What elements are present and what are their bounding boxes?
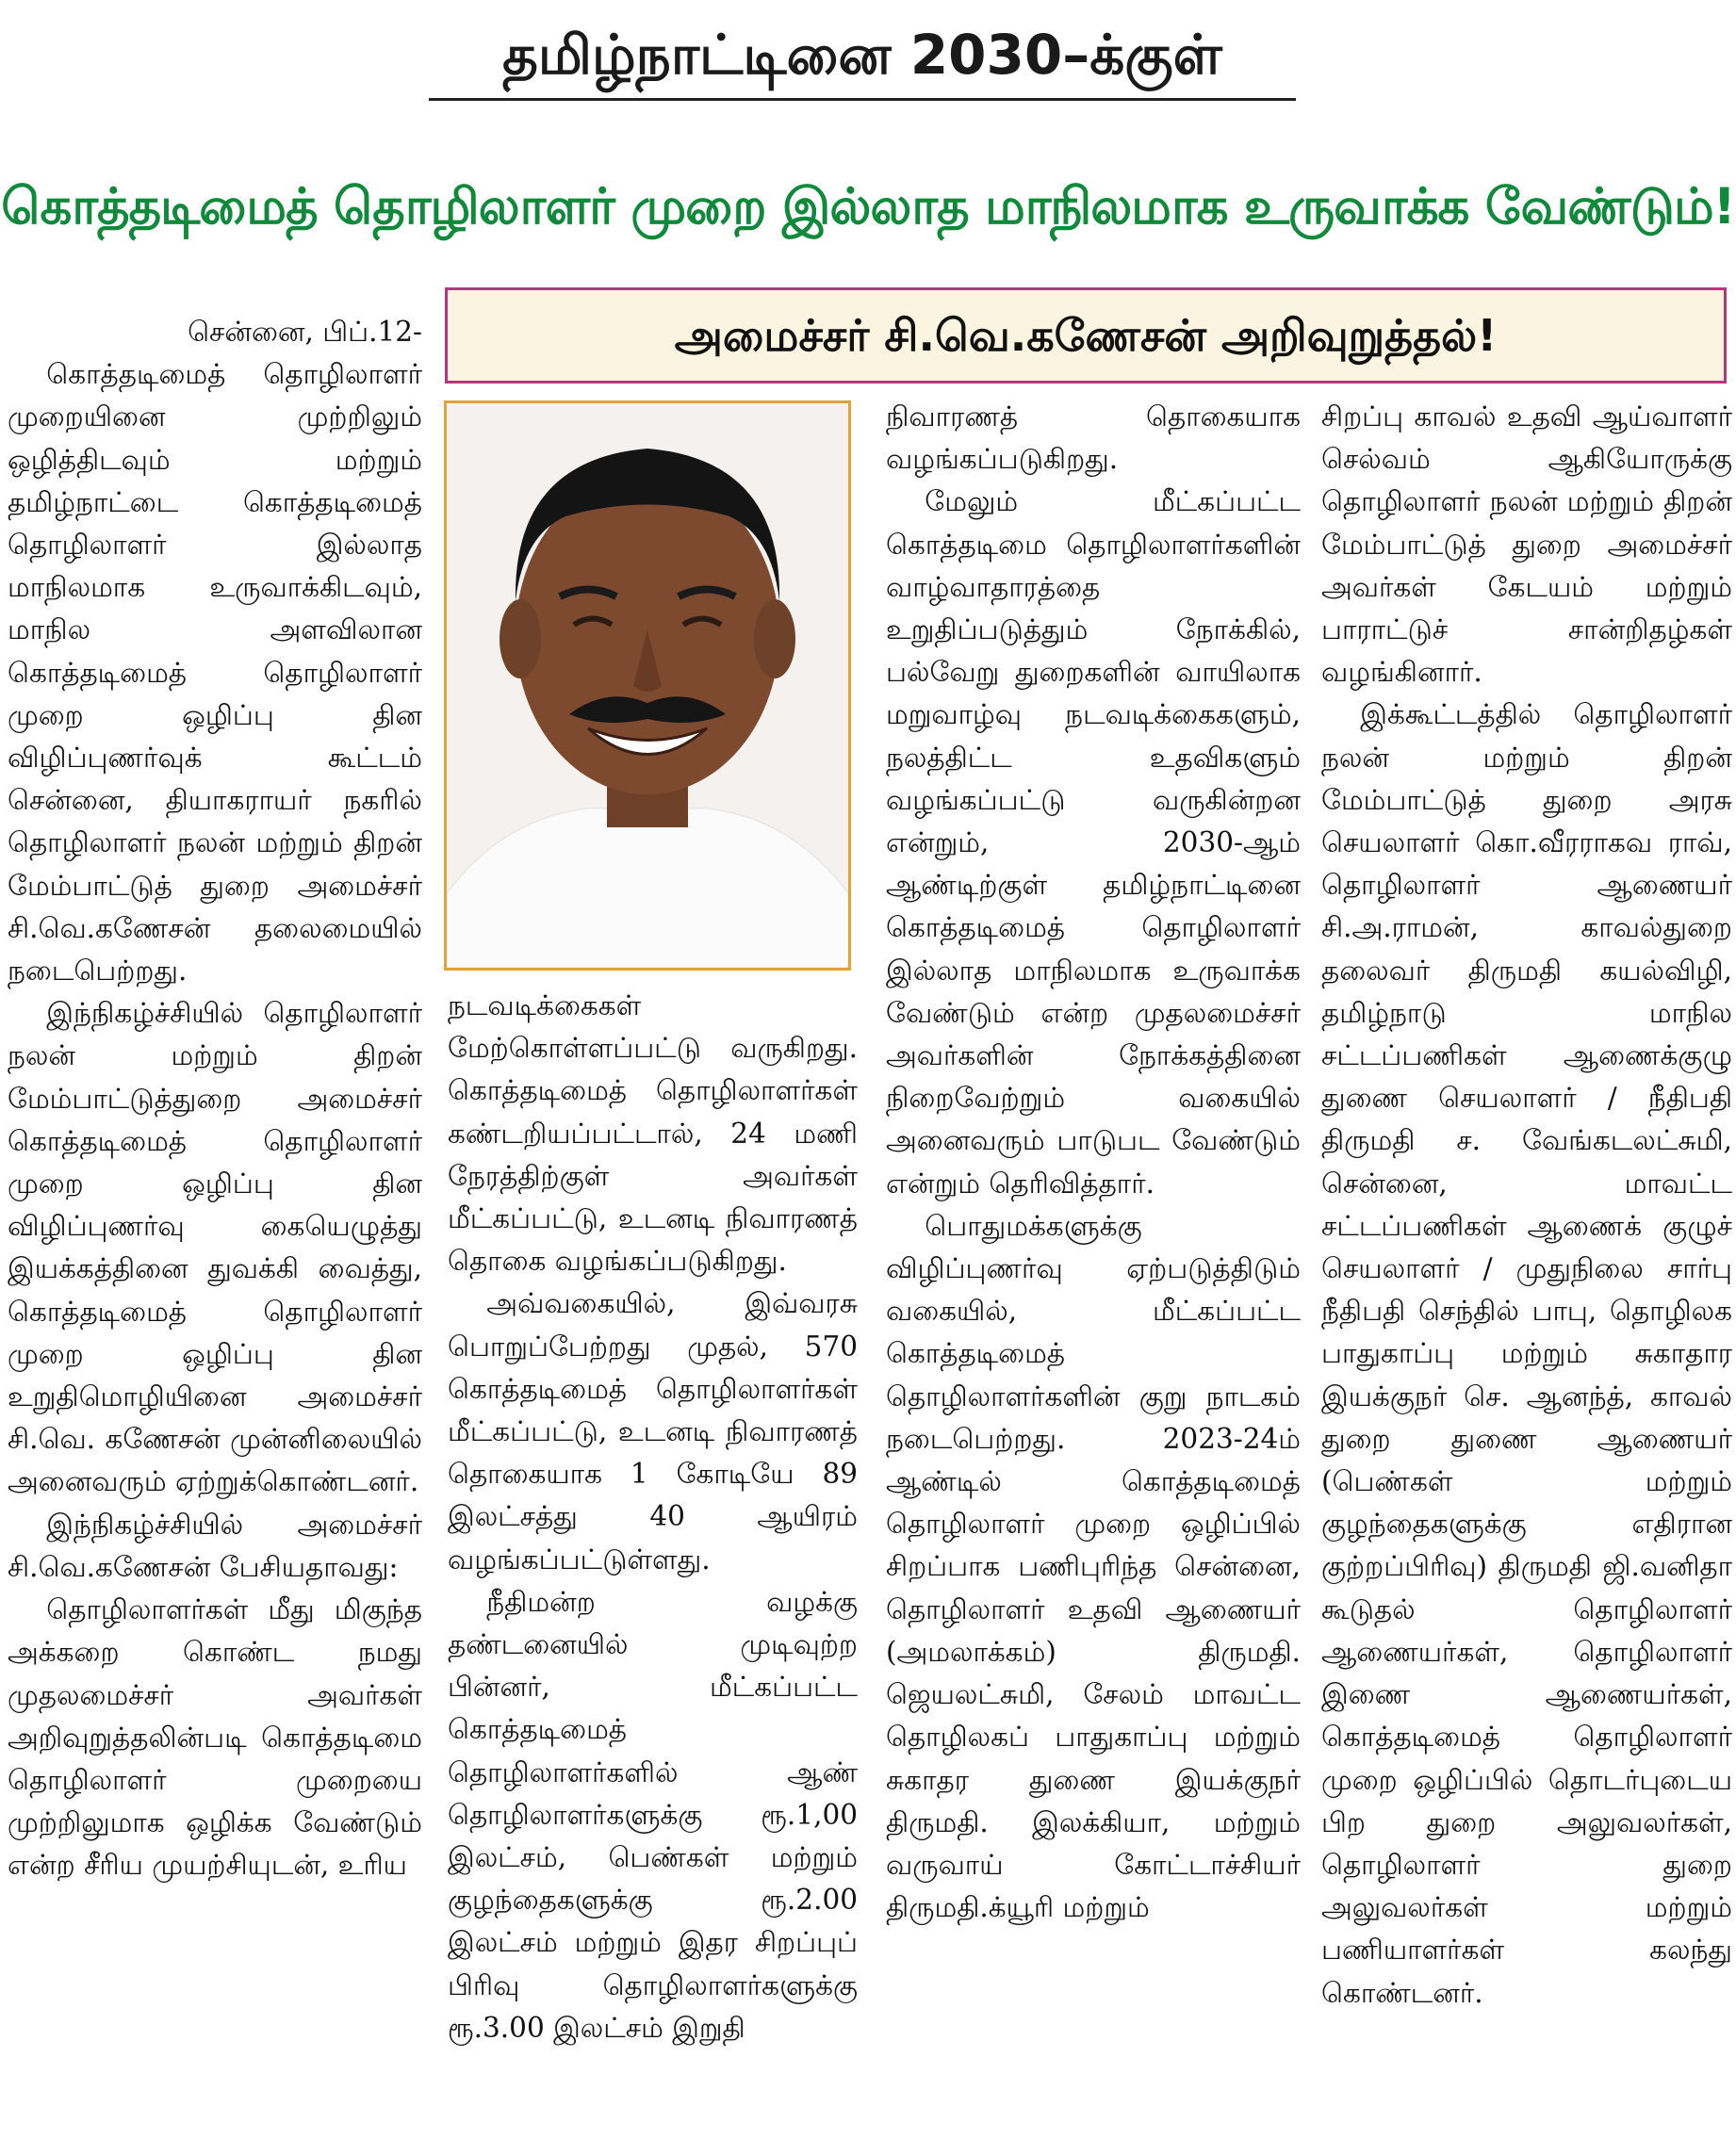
subhead-text: அமைச்சர் சி.வெ.கணேசன் அறிவுறுத்தல்! xyxy=(674,310,1498,361)
paragraph: தொழிலாளர்கள் மீது மிகுந்த அக்கறை கொண்ட நமது முதலமைச்சர் அவர்கள் அறிவுறுத்தலின்படி கொத்தடிமை தொழிலாளர் முறையை முற்றிலுமாக ஒழிக்க வேண்டும் என்ற சீரிய முயற்சியுடன், உரிய xyxy=(8,1593,422,1882)
paragraph: இந்நிகழ்ச்சியில் தொழிலாளர் நலன் மற்றும் திறன் மேம்பாட்டுத்துறை அமைச்சர் கொத்தடிமைத் தொழிலாளர் முறை ஒழிப்பு தின விழிப்புணர்வு கையெழுத்து இயக்கத்தினை துவக்கி வைத்து, கொத்தடிமைத் தொழிலாளர் முறை ஒழிப்பு தின உறுதிமொழியினை அமைச்சர் சி.வெ. கணேசன் முன்னிலையில் அனைவரும் ஏற்றுக்கொண்டனர். xyxy=(8,997,422,1498)
paragraph: நீதிமன்ற வழக்கு தண்டனையில் முடிவுற்ற பின்னர், மீட்கப்பட்ட கொத்தடிமைத் தொழிலாளர்களில் ஆண் தொழிலாளர்களுக்கு ரூ.1,00 இலட்சம், பெண்கள் மற்றும் குழந்தைகளுக்கு ரூ.2.00 இலட்சம் மற்றும் இதர சிறப்புப் பிரிவு தொழிலாளர்களுக்கு ரூ.3.00 இலட்சம் இறுதி xyxy=(448,1585,858,2044)
paragraph: அவ்வகையில், இவ்வரசு பொறுப்பேற்றது முதல், 570 கொத்தடிமைத் தொழிலாளர்கள் மீட்கப்பட்டு, உடனடி நிவாரணத் தொகையாக 1 கோடியே 89 இலட்சத்து 40 ஆயிரம் வழங்கப்பட்டுள்ளது. xyxy=(448,1287,858,1576)
dateline: சென்னை, பிப்.12- xyxy=(188,316,422,348)
article-column-4 xyxy=(1321,396,1732,2134)
paragraph: பொதுமக்களுக்கு விழிப்புணர்வு ஏற்படுத்திடும் வகையில், மீட்கப்பட்ட கொத்தடிமைத் தொழிலாளர்களின் குறு நாடகம் நடைபெற்றது. 2023-24ம் ஆண்டில் கொத்தடிமைத் தொழிலாளர் முறை ஒழிப்பில் சிறப்பாக பணிபுரிந்த சென்னை, தொழிலாளர் உதவி ஆணையர் (அமலாக்கம்) திருமதி. ஜெயலட்சுமி, சேலம் மாவட்ட தொழிலகப் பாதுகாப்பு மற்றும் சுகாதர துணை இயக்குநர் திருமதி. இலக்கியா, மற்றும் வருவாய் கோட்டாச்சியர் திருமதி.க்யூரி மற்றும் xyxy=(886,1209,1301,1924)
paragraph: சிறப்பு காவல் உதவி ஆய்வாளர் செல்வம் ஆகியோருக்கு தொழிலாளர் நலன் மற்றும் திறன் மேம்பாட்டுத் துறை அமைச்சர் அவர்கள் கேடயம் மற்றும் பாராட்டுச் சான்றிதழ்கள் வழங்கினார். xyxy=(1321,400,1732,689)
article-column-3 xyxy=(886,396,1301,2134)
kicker-rule xyxy=(429,98,1296,101)
main-headline: கொத்தடிமைத் தொழிலாளர் முறை இல்லாத மாநிலமாக உருவாக்க வேண்டும்! xyxy=(1,178,1735,236)
paragraph: கொத்தடிமைத் தொழிலாளர் முறையினை முற்றிலும் ஒழித்திடவும் மற்றும் தமிழ்நாட்டை கொத்தடிமைத் தொழிலாளர் இல்லாத மாநிலமாக உருவாக்கிடவும், மாநில அளவிலான கொத்தடிமைத் தொழிலாளர் முறை ஒழிப்பு தின விழிப்புணர்வுக் கூட்டம் சென்னை, தியாகராயர் நகரில் தொழிலாளர் நலன் மற்றும் திறன் மேம்பாட்டுத் துறை அமைச்சர் சி.வெ.கணேசன் தலைமையில் நடைபெற்றது. xyxy=(8,358,422,988)
portrait-illustration xyxy=(447,403,848,968)
paragraph: நடவடிக்கைகள் மேற்கொள்ளப்பட்டு வருகிறது. கொத்தடிமைத் தொழிலாளர்கள் கண்டறியப்பட்டால், 24 மணி நேரத்திற்குள் அவர்கள் மீட்கப்பட்டு, உடனடி நிவாரணத் தொகை வழங்கப்படுகிறது. xyxy=(448,989,858,1278)
paragraph: மேலும் மீட்கப்பட்ட கொத்தடிமை தொழிலாளர்களின் வாழ்வாதாரத்தை உறுதிப்படுத்தும் நோக்கில், பல்வேறு துறைகளின் வாயிலாக மறுவாழ்வு நடவடிக்கைகளும், நலத்திட்ட உதவிகளும் வழங்கப்பட்டு வருகின்றன என்றும், 2030-ஆம் ஆண்டிற்குள் தமிழ்நாட்டினை கொத்தடிமைத் தொழிலாளர் இல்லாத மாநிலமாக உருவாக்க வேண்டும் என்ற முதலமைச்சர் அவர்களின் நோக்கத்தினை நிறைவேற்றும் வகையில் அனைவரும் பாடுபட வேண்டும் என்றும் தெரிவித்தார். xyxy=(886,485,1301,1200)
subhead-box xyxy=(445,287,1727,384)
kicker-headline: தமிழ்நாட்டினை 2030–க்குள் xyxy=(502,23,1222,87)
article-column-1 xyxy=(8,311,422,2134)
paragraph: இந்நிகழ்ச்சியில் அமைச்சர் சி.வெ.கணேசன் பேசியதாவது: xyxy=(8,1508,422,1583)
paragraph: நிவாரணத் தொகையாக வழங்கப்படுகிறது. xyxy=(886,400,1301,476)
paragraph: இக்கூட்டத்தில் தொழிலாளர் நலன் மற்றும் திறன் மேம்பாட்டுத் துறை அரசு செயலாளர் கொ.வீரராகவ ராவ், தொழிலாளர் ஆணையர் சி.அ.ராமன், காவல்துறை தலைவர் திருமதி கயல்விழி, தமிழ்நாடு மாநில சட்டப்பணிகள் ஆணைக்குழு துணை செயலாளர் / நீதிபதி திருமதி ச. வேங்கடலட்சுமி, சென்னை, மாவட்ட சட்டப்பணிகள் ஆணைக் குழுச் செயலாளர் / முதுநிலை சார்பு நீதிபதி செந்தில் பாபு, தொழிலக பாதுகாப்பு மற்றும் சுகாதார இயக்குநர் செ. ஆனந்த், காவல் துறை துணை ஆணையர் (பெண்கள் மற்றும் குழந்தைகளுக்கு எதிரான குற்றப்பிரிவு) திருமதி ஜி.வனிதா கூடுதல் தொழிலாளர் ஆணையர்கள், தொழிலாளர் இணை ஆணையர்கள், கொத்தடிமைத் தொழிலாளர் முறை ஒழிப்பில் தொடர்புடைய பிற துறை அலுவலர்கள், தொழிலாளர் துறை அலுவலர்கள் மற்றும் பணியாளர்கள் கலந்து கொண்டனர். xyxy=(1321,698,1732,2009)
article-column-2 xyxy=(448,985,858,2134)
minister-photo xyxy=(444,400,851,971)
